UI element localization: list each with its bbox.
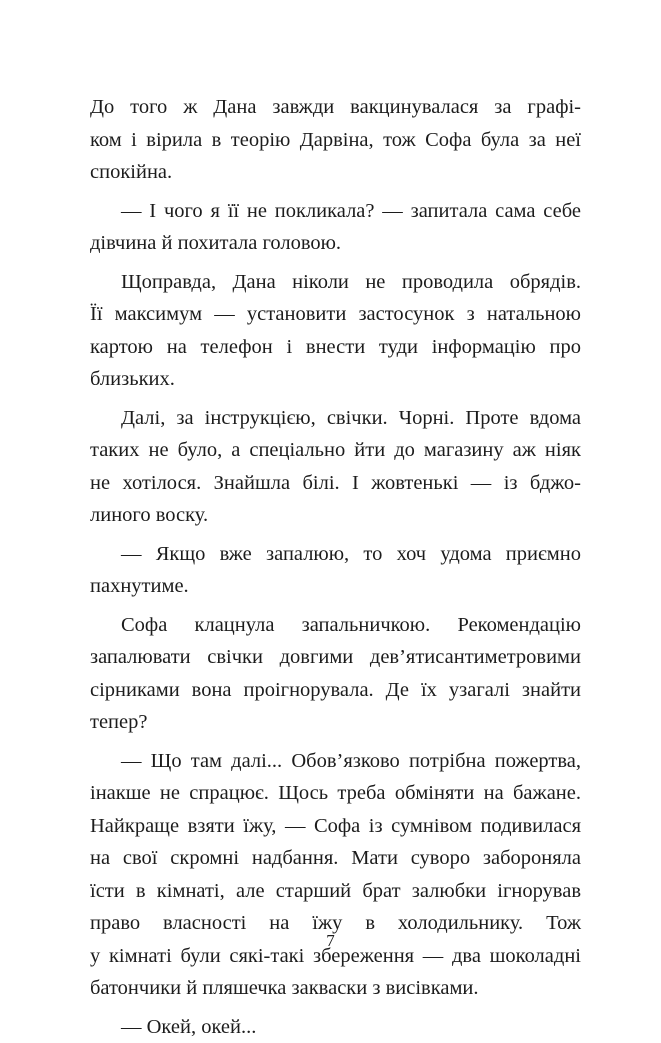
- text-line: тепер?: [90, 706, 581, 739]
- text-line: таких не було, а спеціально йти до магазину аж ніяк: [90, 434, 581, 467]
- text-line: не хотілося. Знайшла білі. І жовтенькі — із бджо-: [90, 467, 581, 500]
- text-line: — Що там далі... Обов’язково потрібна пожертва,: [90, 745, 581, 778]
- text-line: сірниками вона проігнорувала. Де їх узагалі знайти: [90, 674, 581, 707]
- page-number: 7: [0, 930, 661, 952]
- text-line: Щоправда, Дана ніколи не проводила обрядів.: [90, 266, 581, 299]
- text-line: на свої скромні надбання. Мати суворо забороняла: [90, 842, 581, 875]
- text-line: Далі, за інструкцією, свічки. Чорні. Проте вдома: [90, 402, 581, 435]
- text-line: право власності на їжу в холодильнику. Тож: [90, 907, 581, 940]
- text-line: спокійна.: [90, 156, 581, 189]
- text-line: — І чого я її не покликала? — запитала сама себе: [90, 195, 581, 228]
- text-line: Її максимум — установити застосунок з натальною: [90, 298, 581, 331]
- text-line: — Якщо вже запалюю, то хоч удома приємно: [90, 538, 581, 571]
- text-line: — Окей, окей...: [90, 1011, 581, 1043]
- text-line: Софа клацнула запальничкою. Рекомендацію: [90, 609, 581, 642]
- text-line: Найкраще взяти їжу, — Софа із сумнівом подивилася: [90, 810, 581, 843]
- text-line: пахнутиме.: [90, 570, 581, 603]
- text-line: дівчина й похитала головою.: [90, 227, 581, 260]
- text-line: близьких.: [90, 363, 581, 396]
- text-line: батончики й пляшечка закваски з висівками.: [90, 972, 581, 1005]
- page-body-text: [90, 91, 581, 1043]
- text-line: До того ж Дана завжди вакцинувалася за графі-: [90, 91, 581, 124]
- text-line: ком і вірила в теорію Дарвіна, тож Софа була за неї: [90, 124, 581, 157]
- text-line: линого воску.: [90, 499, 581, 532]
- text-line: у кімнаті були сякі-такі збереження — два шоколадні: [90, 940, 581, 973]
- text-line: їсти в кімнаті, але старший брат залюбки ігнорував: [90, 875, 581, 908]
- text-line: інакше не спрацює. Щось треба обміняти на бажане.: [90, 777, 581, 810]
- text-line: картою на телефон і внести туди інформацію про: [90, 331, 581, 364]
- text-line: запалювати свічки довгими дев’ятисантиметровими: [90, 641, 581, 674]
